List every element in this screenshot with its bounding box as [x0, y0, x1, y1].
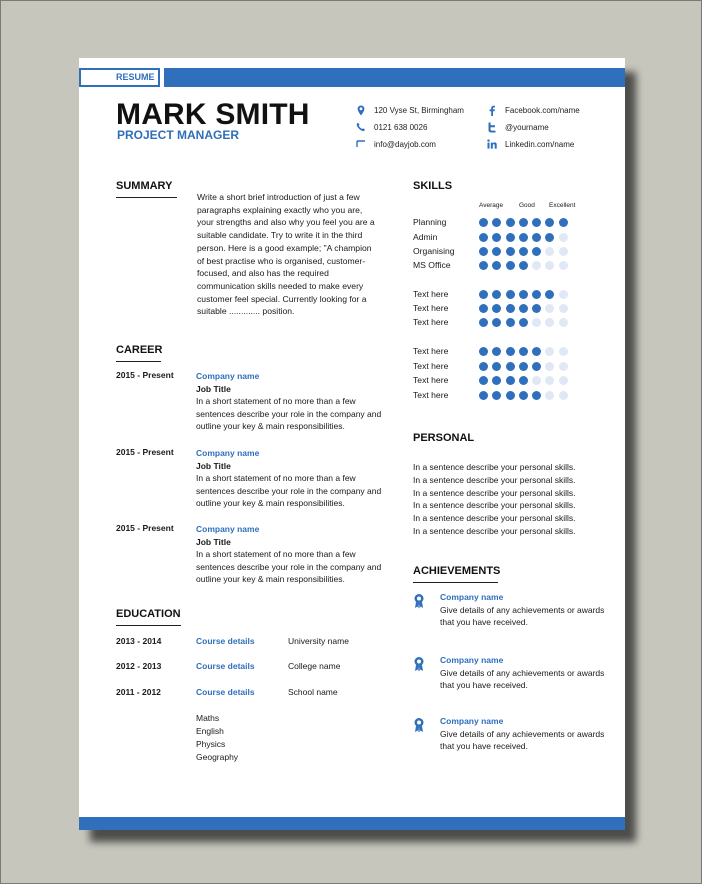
rating-dot-filled [506, 247, 515, 256]
scale-label-average: Average [479, 202, 504, 209]
achievement-description: Give details of any achievements or awards that you have received. [440, 667, 605, 691]
personal-line: In a sentence describe your personal skills. [413, 487, 576, 498]
rating-dot-filled [492, 218, 501, 227]
rating-dot-filled [492, 362, 501, 371]
achievement-company: Company name [440, 716, 504, 726]
contact-twitter[interactable] [485, 121, 549, 133]
rating-dot-empty [545, 347, 554, 356]
skill-row [413, 346, 583, 358]
rating-dot-filled [479, 318, 488, 327]
phone-text: 0121 638 0026 [374, 122, 428, 132]
rating-dot-filled [519, 233, 528, 242]
skill-row [413, 317, 583, 329]
award-medal-icon [413, 717, 425, 733]
rating-dot-filled [492, 304, 501, 313]
education-course: Course details [196, 661, 255, 671]
rating-dot-filled [492, 318, 501, 327]
skill-row [413, 260, 583, 272]
rating-dot-empty [559, 347, 568, 356]
rating-dot-empty [545, 362, 554, 371]
rating-dot-filled [479, 261, 488, 270]
skill-rating [479, 362, 572, 372]
career-heading: CAREER [116, 344, 161, 362]
summary-text: Write a short brief introduction of just a few paragraphs explaining exactly who you are, your strengths and also why you feel you are a suitable candidate. Try to write it in the third person. Here is a good example; "A champion of best practise who is organised, customer-focused, and also has the required communication skills needed to make every customer feel special. Currently looking for a suitable ............. position. [197, 192, 375, 317]
education-date: 2012 - 2013 [116, 661, 162, 671]
rating-dot-filled [545, 290, 554, 299]
rating-dot-filled [492, 261, 501, 270]
personal-line: In a sentence describe your personal skills. [413, 525, 576, 536]
email-icon [354, 138, 368, 150]
linkedin-icon [485, 138, 499, 150]
rating-dot-empty [559, 233, 568, 242]
rating-dot-filled [532, 362, 541, 371]
rating-dot-empty [559, 391, 568, 400]
education-institution: School name [288, 687, 338, 697]
personal-line: In a sentence describe your personal skills. [413, 500, 576, 511]
award-medal-icon [413, 656, 425, 672]
rating-dot-filled [492, 376, 501, 385]
contact-phone[interactable] [354, 121, 427, 133]
rating-dot-filled [479, 233, 488, 242]
scale-label-excellent: Excellent [549, 202, 576, 209]
skill-label: Text here [413, 303, 449, 313]
rating-dot-filled [479, 376, 488, 385]
achievement-description: Give details of any achievements or awards that you have received. [440, 604, 605, 628]
rating-dot-filled [479, 347, 488, 356]
personal-heading: PERSONAL [413, 432, 475, 444]
rating-dot-empty [532, 261, 541, 270]
rating-dot-filled [506, 290, 515, 299]
personal-line: In a sentence describe your personal skills. [413, 474, 576, 485]
skill-row [413, 232, 583, 244]
career-job-title: Job Title [196, 460, 231, 471]
skill-rating [479, 376, 572, 386]
achievement-company: Company name [440, 655, 504, 665]
education-course: Course details [196, 636, 255, 646]
rating-dot-empty [545, 261, 554, 270]
career-description: In a short statement of no more than a few sentences describe your role in the company and outline your key & main responsibilities. [196, 396, 382, 432]
education-subjects [196, 712, 238, 764]
rating-dot-filled [479, 391, 488, 400]
career-description: In a short statement of no more than a few sentences describe your role in the company and outline your key & main responsibilities. [196, 473, 382, 509]
candidate-role: PROJECT MANAGER [117, 128, 240, 142]
phone-icon [354, 121, 368, 133]
skill-label: Text here [413, 346, 449, 356]
rating-dot-filled [506, 362, 515, 371]
rating-dot-filled [519, 247, 528, 256]
subject-item: Maths [196, 713, 220, 723]
rating-dot-filled [492, 247, 501, 256]
skill-row [413, 303, 583, 315]
email-text: info@dayjob.com [374, 139, 436, 149]
personal-list [413, 461, 613, 538]
candidate-name: MARK SMITH [116, 98, 310, 131]
top-accent-bar [164, 68, 625, 87]
resume-tag: RESUME [79, 68, 160, 87]
subject-item: English [196, 726, 224, 736]
career-description: In a short statement of no more than a few sentences describe your role in the company and outline your key & main responsibilities. [196, 549, 382, 585]
skill-rating [479, 391, 572, 401]
scale-label-good: Good [519, 202, 535, 209]
rating-dot-filled [479, 247, 488, 256]
education-course: Course details [196, 687, 255, 697]
rating-dot-filled [506, 261, 515, 270]
achievement-company: Company name [440, 592, 504, 602]
rating-dot-filled [492, 290, 501, 299]
career-company: Company name [196, 524, 260, 534]
rating-dot-filled [519, 290, 528, 299]
rating-dot-filled [532, 247, 541, 256]
twitter-text: @yourname [505, 122, 549, 132]
skill-row [413, 390, 583, 402]
rating-dot-filled [506, 347, 515, 356]
skill-row [413, 246, 583, 258]
career-job-title: Job Title [196, 383, 231, 394]
rating-dot-filled [519, 218, 528, 227]
skill-rating [479, 247, 572, 257]
rating-dot-empty [545, 247, 554, 256]
rating-dot-filled [492, 391, 501, 400]
skill-label: Text here [413, 361, 449, 371]
resume-page [79, 58, 625, 830]
facebook-icon [485, 104, 499, 116]
rating-dot-empty [532, 318, 541, 327]
skill-row [413, 375, 583, 387]
twitter-icon [485, 121, 499, 133]
skill-row [413, 361, 583, 373]
rating-dot-empty [559, 376, 568, 385]
skill-row [413, 289, 583, 301]
rating-dot-filled [532, 391, 541, 400]
education-heading: EDUCATION [116, 608, 181, 626]
education-institution: University name [288, 636, 349, 646]
achievements-heading: ACHIEVEMENTS [413, 565, 498, 583]
subject-item: Geography [196, 752, 239, 762]
education-institution: College name [288, 661, 341, 671]
personal-line: In a sentence describe your personal skills. [413, 462, 576, 472]
skill-label: Planning [413, 217, 447, 227]
career-date: 2015 - Present [116, 523, 174, 533]
education-date: 2011 - 2012 [116, 687, 161, 697]
address-text: 120 Vyse St, Birmingham [374, 105, 464, 115]
skill-rating [479, 218, 572, 228]
rating-dot-filled [506, 376, 515, 385]
skill-label: Text here [413, 317, 449, 327]
career-company: Company name [196, 371, 260, 381]
rating-dot-filled [492, 233, 501, 242]
facebook-text: Facebook.com/name [505, 105, 580, 115]
rating-dot-filled [545, 233, 554, 242]
skill-label: Organising [413, 246, 455, 256]
rating-dot-filled [519, 391, 528, 400]
rating-dot-filled [532, 304, 541, 313]
career-date: 2015 - Present [116, 370, 174, 380]
rating-dot-filled [479, 290, 488, 299]
rating-dot-empty [559, 318, 568, 327]
rating-dot-filled [479, 362, 488, 371]
rating-dot-empty [559, 304, 568, 313]
skill-label: Text here [413, 289, 449, 299]
skill-row [413, 217, 583, 229]
rating-dot-empty [545, 391, 554, 400]
career-date: 2015 - Present [116, 447, 174, 457]
rating-dot-filled [532, 218, 541, 227]
rating-dot-filled [519, 362, 528, 371]
rating-dot-empty [545, 318, 554, 327]
rating-dot-filled [532, 233, 541, 242]
top-bar [79, 68, 625, 87]
rating-dot-empty [559, 362, 568, 371]
linkedin-text: Linkedin.com/name [505, 139, 575, 149]
skills-heading: SKILLS [413, 180, 453, 192]
rating-dot-filled [479, 304, 488, 313]
personal-line: In a sentence describe your personal skills. [413, 513, 576, 524]
rating-dot-empty [545, 376, 554, 385]
rating-dot-filled [506, 391, 515, 400]
rating-dot-empty [559, 290, 568, 299]
skill-rating [479, 318, 572, 328]
rating-dot-filled [545, 218, 554, 227]
rating-dot-filled [532, 347, 541, 356]
rating-dot-empty [532, 376, 541, 385]
achievement-description: Give details of any achievements or awards that you have received. [440, 728, 605, 752]
education-date: 2013 - 2014 [116, 636, 162, 646]
contact-address [354, 104, 464, 116]
rating-dot-filled [506, 233, 515, 242]
skill-label: MS Office [413, 260, 451, 270]
rating-dot-filled [532, 290, 541, 299]
rating-dot-filled [519, 347, 528, 356]
rating-dot-filled [506, 318, 515, 327]
rating-dot-filled [519, 304, 528, 313]
skill-rating [479, 347, 572, 357]
skill-label: Text here [413, 375, 449, 385]
award-medal-icon [413, 593, 425, 609]
contact-facebook[interactable] [485, 104, 580, 116]
contact-email[interactable] [354, 138, 436, 150]
career-company: Company name [196, 448, 260, 458]
skill-rating [479, 233, 572, 243]
skill-rating [479, 261, 572, 271]
rating-dot-filled [519, 261, 528, 270]
bottom-accent-bar [79, 817, 625, 830]
skill-rating [479, 304, 572, 314]
subject-item: Physics [196, 739, 226, 749]
rating-dot-empty [559, 261, 568, 270]
skill-label: Text here [413, 390, 449, 400]
skill-label: Admin [413, 232, 438, 242]
rating-dot-filled [559, 218, 568, 227]
career-job-title: Job Title [196, 536, 231, 547]
rating-dot-filled [506, 304, 515, 313]
rating-dot-empty [545, 304, 554, 313]
location-pin-icon [354, 104, 368, 116]
rating-dot-filled [519, 376, 528, 385]
summary-heading: SUMMARY [116, 180, 177, 198]
skill-rating [479, 290, 572, 300]
rating-dot-filled [492, 347, 501, 356]
contact-linkedin[interactable] [485, 138, 574, 150]
rating-dot-empty [559, 247, 568, 256]
rating-dot-filled [519, 318, 528, 327]
rating-dot-filled [479, 218, 488, 227]
rating-dot-filled [506, 218, 515, 227]
